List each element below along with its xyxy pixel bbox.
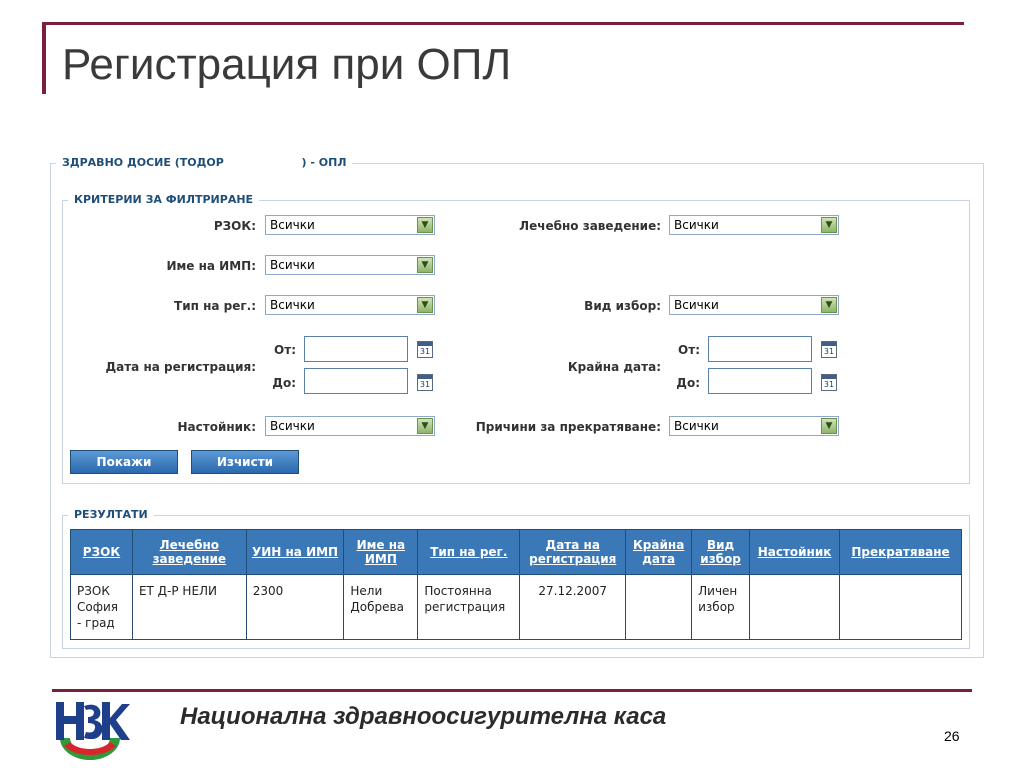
column-header-end-date[interactable]: Крайна дата: [626, 530, 692, 575]
nzok-logo: [50, 696, 130, 760]
reg-date-to-label: До:: [272, 376, 296, 390]
end-date-from-label: От:: [678, 343, 700, 357]
end-date-to-input[interactable]: [708, 368, 812, 394]
rzok-select-value: Всички: [270, 218, 315, 232]
reg-type-select[interactable]: [265, 295, 435, 315]
column-header-termination[interactable]: Прекратяване: [840, 530, 962, 575]
termination-label: Причини за прекратяване:: [475, 420, 661, 434]
imp-name-label: Име на ИМП:: [166, 259, 256, 273]
cell-facility: ЕТ Д-Р НЕЛИ: [132, 575, 246, 640]
termination-select-value: Всички: [674, 419, 719, 433]
cell-termination: [840, 575, 962, 640]
cell-guardian: [750, 575, 840, 640]
results-header-row: [71, 530, 962, 575]
end-date-to-label: До:: [676, 376, 700, 390]
reg-type-label: Тип на рег.:: [174, 299, 256, 313]
column-header-reg-type[interactable]: Тип на рег.: [418, 530, 520, 575]
guardian-label: Настойник:: [177, 420, 256, 434]
rzok-select[interactable]: [265, 215, 435, 235]
panel-title-left: ЗДРАВНО ДОСИЕ (ТОДОР: [62, 156, 224, 169]
calendar-icon[interactable]: 31: [821, 374, 837, 391]
cell-uin: 2300: [246, 575, 344, 640]
choice-type-select-value: Всички: [674, 298, 719, 312]
results-table: [70, 529, 962, 640]
end-date-from-input[interactable]: [708, 336, 812, 362]
calendar-icon[interactable]: 31: [821, 341, 837, 358]
slide-title: Регистрация при ОПЛ: [62, 40, 512, 89]
footer-rule: [52, 689, 972, 692]
column-header-facility[interactable]: Лечебно заведение: [132, 530, 246, 575]
chevron-down-icon[interactable]: ▼: [417, 418, 433, 434]
chevron-down-icon[interactable]: ▼: [417, 257, 433, 273]
reg-date-label: Дата на регистрация:: [105, 360, 256, 374]
column-header-choice-type[interactable]: Вид избор: [692, 530, 750, 575]
cell-rzok: РЗОК София - град: [71, 575, 133, 640]
calendar-icon[interactable]: 31: [417, 374, 433, 391]
facility-select-value: Всички: [674, 218, 719, 232]
choice-type-select[interactable]: [669, 295, 839, 315]
facility-label: Лечебно заведение:: [519, 219, 661, 233]
cell-choice-type: Личен избор: [692, 575, 750, 640]
column-header-uin[interactable]: УИН на ИМП: [246, 530, 344, 575]
reg-date-to-input[interactable]: [304, 368, 408, 394]
column-header-rzok[interactable]: РЗОК: [71, 530, 133, 575]
guardian-select[interactable]: [265, 416, 435, 436]
chevron-down-icon[interactable]: ▼: [821, 297, 837, 313]
guardian-select-value: Всички: [270, 419, 315, 433]
column-header-guardian[interactable]: Настойник: [750, 530, 840, 575]
chevron-down-icon[interactable]: ▼: [821, 217, 837, 233]
footer-organization-name: Национална здравноосигурителна каса: [180, 703, 667, 730]
imp-name-select-value: Всички: [270, 258, 315, 272]
show-button[interactable]: Покажи: [70, 450, 178, 474]
page-number: 26: [944, 728, 960, 744]
imp-name-select[interactable]: [265, 255, 435, 275]
cell-imp-name: Нели Добрева: [344, 575, 418, 640]
reg-type-select-value: Всички: [270, 298, 315, 312]
reg-date-from-label: От:: [274, 343, 296, 357]
chevron-down-icon[interactable]: ▼: [417, 297, 433, 313]
column-header-imp-name[interactable]: Име на ИМП: [344, 530, 418, 575]
chevron-down-icon[interactable]: ▼: [417, 217, 433, 233]
facility-select[interactable]: [669, 215, 839, 235]
clear-button[interactable]: Изчисти: [191, 450, 299, 474]
chevron-down-icon[interactable]: ▼: [821, 418, 837, 434]
rzok-label: РЗОК:: [213, 219, 256, 233]
cell-reg-date: 27.12.2007: [520, 575, 626, 640]
termination-select[interactable]: [669, 416, 839, 436]
cell-end-date: [626, 575, 692, 640]
title-accent-bar: [42, 22, 46, 94]
end-date-label: Крайна дата:: [567, 360, 661, 374]
choice-type-label: Вид избор:: [584, 299, 661, 313]
reg-date-from-input[interactable]: [304, 336, 408, 362]
table-row[interactable]: [71, 575, 962, 640]
panel-title: [56, 156, 352, 169]
column-header-reg-date[interactable]: Дата на регистрация: [520, 530, 626, 575]
calendar-icon[interactable]: 31: [417, 341, 433, 358]
panel-title-right: ) - ОПЛ: [301, 156, 347, 169]
results-legend: РЕЗУЛТАТИ: [68, 508, 154, 521]
top-rule: [42, 22, 964, 25]
criteria-legend: КРИТЕРИИ ЗА ФИЛТРИРАНЕ: [68, 193, 259, 206]
cell-reg-type: Постоянна регистрация: [418, 575, 520, 640]
